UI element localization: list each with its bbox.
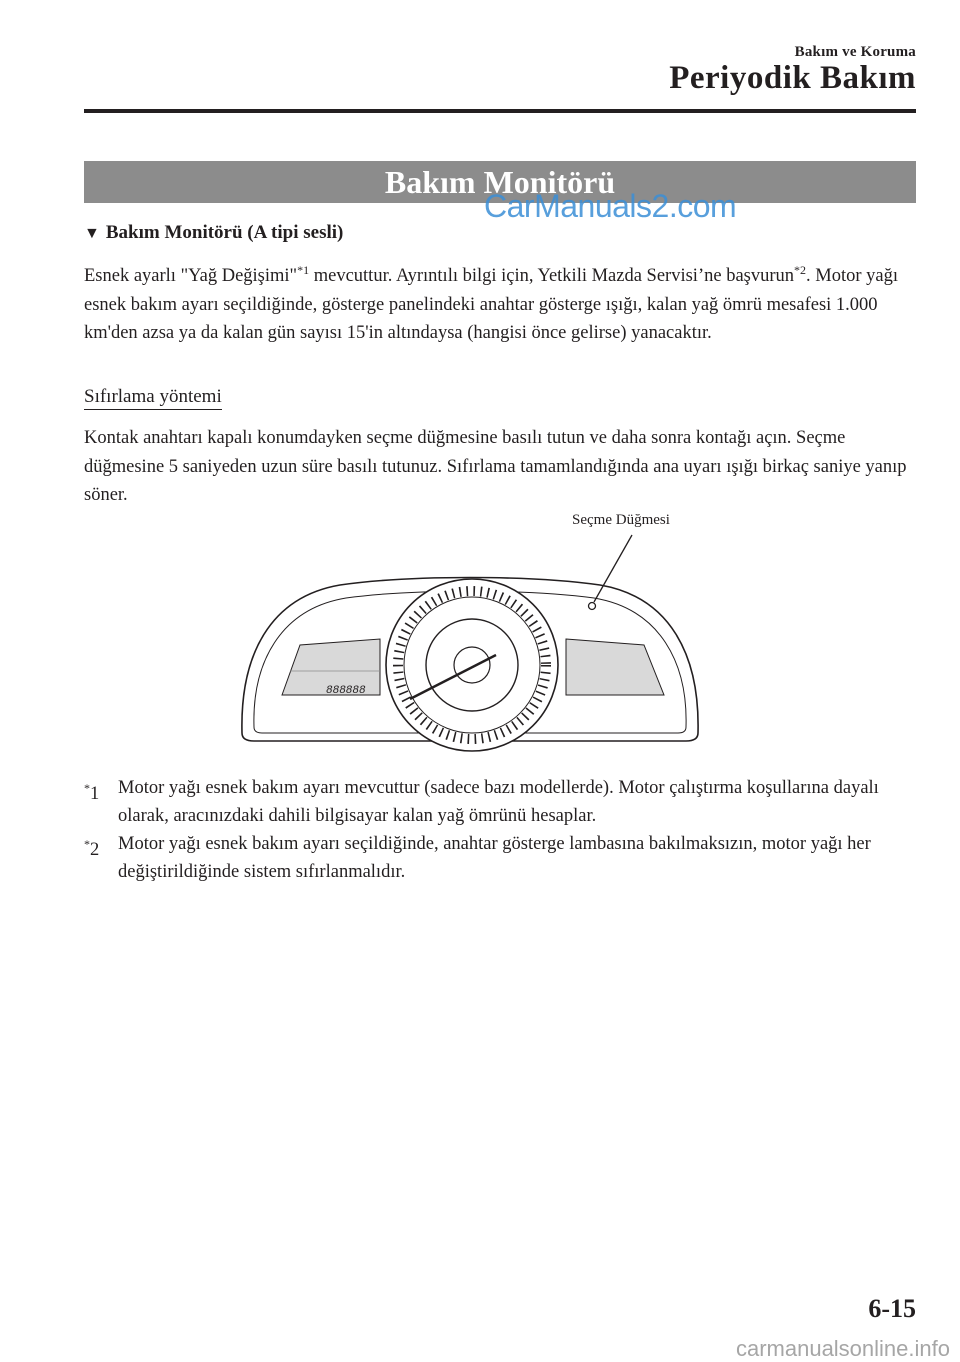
chapter-title: Bakım ve Koruma [794, 44, 916, 60]
triangle-marker-icon: ▼ [84, 225, 100, 242]
select-button-callout: Seçme Düğmesi [572, 512, 670, 528]
footnote-2 [84, 830, 914, 886]
reset-method-heading: Sıfırlama yöntemi [84, 386, 222, 410]
subheading-text: Bakım Monitörü (A tipi sesli) [105, 222, 344, 243]
right-display [566, 639, 664, 695]
footnote-text: Motor yağı esnek bakım ayarı mevcuttur (sadece bazı modellerde). Motor çalıştırma koşullarına dayalı olarak, aracınızdaki dahili bilgisayar kalan yağ ömrünü hesaplar. [118, 778, 879, 826]
trip-display-digits: 888888 [326, 685, 366, 697]
footer-watermark: carmanualsonline.info [735, 1336, 950, 1361]
footnote-asterisk: * [84, 837, 90, 851]
section-title: Periyodik Bakım [669, 60, 916, 96]
footnote-ref-2: *2 [794, 262, 807, 277]
paragraph-text: mevcuttur. Ayrıntılı bilgi için, Yetkili Mazda Servisi’ne başvurun [309, 266, 795, 286]
subheading [84, 222, 343, 244]
paragraph-text: Esnek ayarlı "Yağ Değişimi" [84, 266, 298, 286]
header-rule [84, 109, 916, 113]
speedometer-center-dial [426, 619, 518, 711]
footnote-ref-1: *1 [297, 262, 310, 277]
instrument-cluster-illustration [230, 505, 710, 765]
select-button-icon [589, 603, 596, 610]
reset-paragraph: Kontak anahtarı kapalı konumdayken seçme düğmesine basılı tutun ve daha sonra kontağı açın. Seçme düğmesine 5 saniyeden uzun süre basılı tutunuz. Sıfırlama tamamlandığında ana uyarı ışığı birkaç saniye yanıp söner. [84, 428, 907, 505]
page-number: 6-15 [868, 1294, 916, 1323]
paragraph-text: . Motor yağı esnek bakım ayarı seçildiğinde, gösterge panelindeki anahtar gösterge ışığı, kalan yağ ömrü mesafesi 1.000 km'den azsa ya da kalan gün sayısı 15'in altındaysa (hangisi önce gelirse) yanacaktır. [84, 266, 898, 343]
intro-paragraph [84, 262, 914, 348]
footnote-1 [84, 774, 914, 830]
footnote-number: 1 [90, 784, 100, 805]
footnote-text: Motor yağı esnek bakım ayarı seçildiğinde, anahtar gösterge lambasına bakılmaksızın, motor yağı her değiştirildiğinde sistem sıfırlanmalıdır. [118, 834, 871, 882]
footnote-number: 2 [90, 840, 100, 861]
footnote-asterisk: * [84, 781, 90, 795]
topic-banner: Bakım Monitörü [84, 161, 916, 203]
watermark-logo: CarManuals2.com [484, 188, 737, 224]
